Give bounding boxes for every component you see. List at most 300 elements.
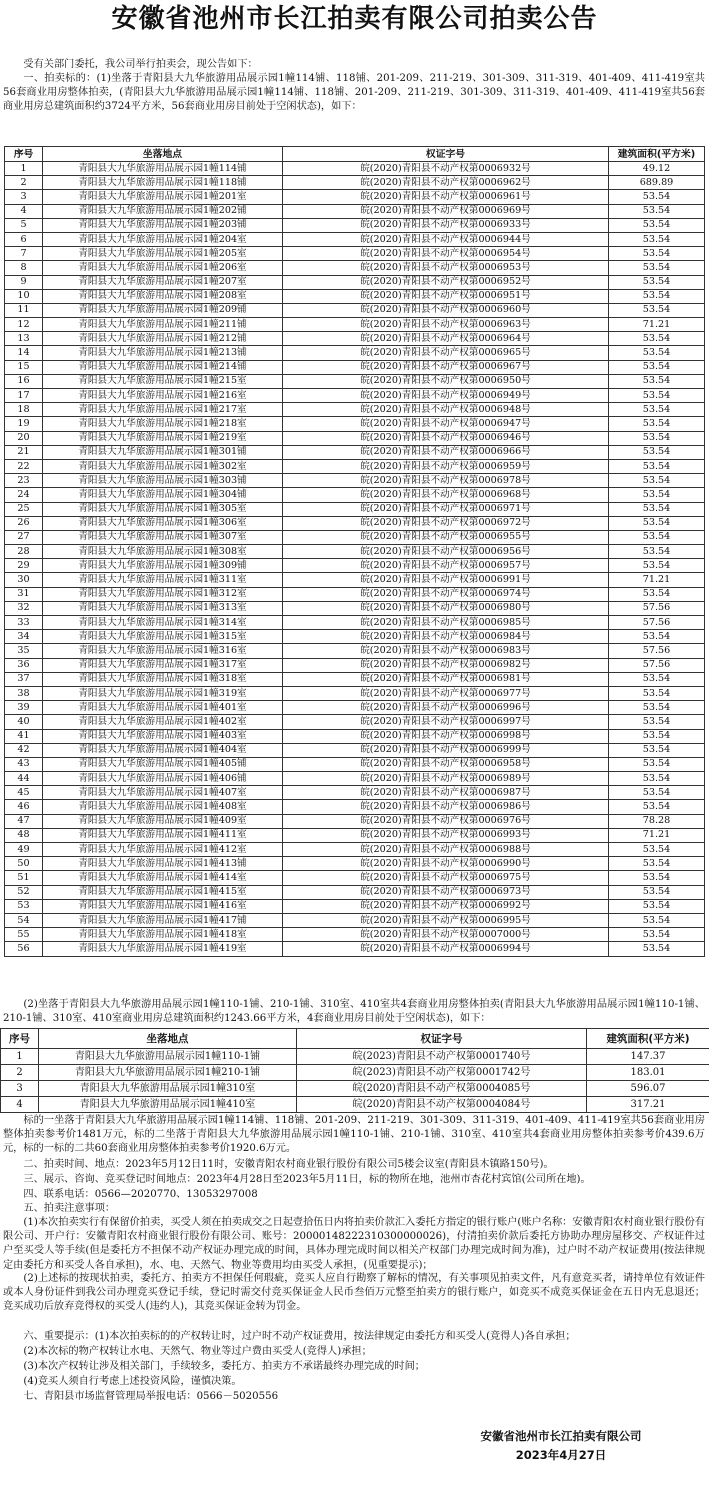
cell-location: 青阳县大九华旅游用品展示园1幢402室 bbox=[43, 715, 283, 729]
cell-area: 53.54 bbox=[609, 843, 705, 857]
cell-area: 689.89 bbox=[609, 176, 705, 190]
section-4-text: 四、联系电话：0566—2020770、13053297008 bbox=[23, 1189, 258, 1200]
cell-area: 53.54 bbox=[609, 403, 705, 417]
cell-index: 6 bbox=[5, 232, 43, 246]
cell-certificate: 皖(2020)青阳县不动产权第0006946号 bbox=[283, 431, 609, 445]
table-row bbox=[5, 431, 705, 445]
cell-index: 56 bbox=[5, 942, 43, 956]
cell-area: 53.54 bbox=[609, 857, 705, 871]
table-row bbox=[5, 176, 705, 190]
cell-certificate: 皖(2020)青阳县不动产权第0006944号 bbox=[283, 232, 609, 246]
cell-certificate: 皖(2020)青阳县不动产权第0004085号 bbox=[297, 1081, 587, 1097]
section-1b-text: (2)坐落于青阳县大九华旅游用品展示园1幢110-1铺、210-1铺、310室、410室共4套商业用房整体拍卖(青阳县大九华旅游用品展示园1幢110-1铺、210-1铺、310室、410室商业用房总建筑面积约1243.66平方米，4套商业用房目前处于空闲状态)，如下： bbox=[3, 999, 705, 1025]
cell-area: 49.12 bbox=[609, 162, 705, 176]
header-index: 序号 bbox=[1, 1029, 39, 1049]
table-row bbox=[5, 403, 705, 417]
cell-certificate: 皖(2020)青阳县不动产权第0006990号 bbox=[283, 857, 609, 871]
cell-index: 18 bbox=[5, 403, 43, 417]
cell-location: 青阳县大九华旅游用品展示园1幢303铺 bbox=[43, 474, 283, 488]
cell-index: 44 bbox=[5, 772, 43, 786]
cell-index: 51 bbox=[5, 871, 43, 885]
cell-index: 5 bbox=[5, 218, 43, 232]
cell-area: 78.28 bbox=[609, 814, 705, 828]
cell-index: 3 bbox=[1, 1081, 39, 1097]
cell-location: 青阳县大九华旅游用品展示园1幢210-1铺 bbox=[39, 1065, 297, 1081]
cell-certificate: 皖(2020)青阳县不动产权第0006988号 bbox=[283, 843, 609, 857]
cell-certificate: 皖(2020)青阳县不动产权第0006980号 bbox=[283, 601, 609, 615]
lot-2-table-body bbox=[1, 1049, 709, 1113]
cell-certificate: 皖(2020)青阳县不动产权第0006948号 bbox=[283, 403, 609, 417]
cell-certificate: 皖(2020)青阳县不动产权第0006971号 bbox=[283, 502, 609, 516]
table-row bbox=[5, 374, 705, 388]
table-row bbox=[5, 857, 705, 871]
cell-index: 29 bbox=[5, 559, 43, 573]
cell-certificate: 皖(2020)青阳县不动产权第0006996号 bbox=[283, 701, 609, 715]
cell-location: 青阳县大九华旅游用品展示园1幢309铺 bbox=[43, 559, 283, 573]
cell-certificate: 皖(2020)青阳县不动产权第0006989号 bbox=[283, 772, 609, 786]
cell-location: 青阳县大九华旅游用品展示园1幢213铺 bbox=[43, 346, 283, 360]
cell-index: 39 bbox=[5, 701, 43, 715]
cell-certificate: 皖(2020)青阳县不动产权第0004084号 bbox=[297, 1097, 587, 1113]
cell-area: 57.56 bbox=[609, 644, 705, 658]
cell-index: 2 bbox=[5, 176, 43, 190]
cell-location: 青阳县大九华旅游用品展示园1幢212铺 bbox=[43, 332, 283, 346]
cell-location: 青阳县大九华旅游用品展示园1幢411室 bbox=[43, 828, 283, 842]
table-row bbox=[5, 743, 705, 757]
cell-location: 青阳县大九华旅游用品展示园1幢306室 bbox=[43, 516, 283, 530]
section-6-item-2: (2)本次标的物产权转让水电、天然气、物业等过户费由买受人(竞得人)承担； bbox=[23, 1346, 372, 1357]
cell-area: 53.54 bbox=[609, 786, 705, 800]
table-row bbox=[5, 772, 705, 786]
cell-area: 53.54 bbox=[609, 374, 705, 388]
cell-index: 53 bbox=[5, 899, 43, 913]
cell-location: 青阳县大九华旅游用品展示园1幢305室 bbox=[43, 502, 283, 516]
cell-certificate: 皖(2020)青阳县不动产权第0006961号 bbox=[283, 190, 609, 204]
cell-certificate: 皖(2020)青阳县不动产权第0006958号 bbox=[283, 757, 609, 771]
table-row bbox=[5, 828, 705, 842]
cell-certificate: 皖(2020)青阳县不动产权第0006932号 bbox=[283, 162, 609, 176]
table-row bbox=[5, 303, 705, 317]
cell-certificate: 皖(2020)青阳县不动产权第0006978号 bbox=[283, 474, 609, 488]
intro-text: 受有关部门委托，我公司举行拍卖会，现公告如下： bbox=[23, 59, 258, 70]
cell-location: 青阳县大九华旅游用品展示园1幢307室 bbox=[43, 530, 283, 544]
cell-index: 37 bbox=[5, 672, 43, 686]
cell-area: 53.54 bbox=[609, 431, 705, 445]
cell-certificate: 皖(2020)青阳县不动产权第0006963号 bbox=[283, 318, 609, 332]
cell-certificate: 皖(2020)青阳县不动产权第0006984号 bbox=[283, 630, 609, 644]
table-row bbox=[5, 488, 705, 502]
cell-index: 50 bbox=[5, 857, 43, 871]
cell-certificate: 皖(2020)青阳县不动产权第0006977号 bbox=[283, 686, 609, 700]
table-row bbox=[5, 573, 705, 587]
cell-index: 12 bbox=[5, 318, 43, 332]
cell-certificate: 皖(2020)青阳县不动产权第0006998号 bbox=[283, 729, 609, 743]
table-row bbox=[1, 1097, 709, 1113]
table-row bbox=[5, 332, 705, 346]
cell-certificate: 皖(2020)青阳县不动产权第0006959号 bbox=[283, 459, 609, 473]
table-row bbox=[5, 530, 705, 544]
cell-area: 53.54 bbox=[609, 459, 705, 473]
cell-certificate: 皖(2020)青阳县不动产权第0006982号 bbox=[283, 658, 609, 672]
cell-index: 48 bbox=[5, 828, 43, 842]
section-6-item-4: (4)竞买人须自行考虑上述投资风险，谨慎决策。 bbox=[23, 1376, 242, 1387]
section-2-text: 二、拍卖时间、地点：2023年5月12日11时，安徽青阳农村商业银行股份有限公司5楼会议室(青阳县木镇路150号)。 bbox=[23, 1159, 554, 1170]
lot-2-table bbox=[0, 1028, 709, 1113]
cell-location: 青阳县大九华旅游用品展示园1幢414室 bbox=[43, 871, 283, 885]
table-row bbox=[5, 218, 705, 232]
table-row bbox=[5, 545, 705, 559]
cell-location: 青阳县大九华旅游用品展示园1幢204室 bbox=[43, 232, 283, 246]
table-row bbox=[5, 899, 705, 913]
cell-index: 23 bbox=[5, 474, 43, 488]
cell-index: 4 bbox=[1, 1097, 39, 1113]
cell-certificate: 皖(2020)青阳县不动产权第0006949号 bbox=[283, 389, 609, 403]
cell-certificate: 皖(2023)青阳县不动产权第0001742号 bbox=[297, 1065, 587, 1081]
cell-area: 53.54 bbox=[609, 445, 705, 459]
cell-index: 45 bbox=[5, 786, 43, 800]
table-row bbox=[5, 928, 705, 942]
cell-index: 10 bbox=[5, 289, 43, 303]
cell-certificate: 皖(2020)青阳县不动产权第0006981号 bbox=[283, 672, 609, 686]
cell-index: 11 bbox=[5, 303, 43, 317]
cell-area: 147.37 bbox=[587, 1049, 709, 1065]
cell-certificate: 皖(2020)青阳县不动产权第0006933号 bbox=[283, 218, 609, 232]
cell-index: 15 bbox=[5, 360, 43, 374]
cell-certificate: 皖(2020)青阳县不动产权第0006955号 bbox=[283, 530, 609, 544]
cell-area: 57.56 bbox=[609, 658, 705, 672]
signature-company: 安徽省池州市长江拍卖有限公司 bbox=[480, 1429, 642, 1443]
table-row bbox=[5, 672, 705, 686]
cell-area: 53.54 bbox=[609, 190, 705, 204]
cell-location: 青阳县大九华旅游用品展示园1幢403室 bbox=[43, 729, 283, 743]
section-7-text: 七、青阳县市场监督管理局举报电话：0566－5020556 bbox=[23, 1391, 279, 1402]
cell-area: 53.54 bbox=[609, 701, 705, 715]
lot-1-table-body bbox=[5, 162, 705, 957]
cell-index: 47 bbox=[5, 814, 43, 828]
lot-1-table bbox=[4, 146, 705, 957]
cell-location: 青阳县大九华旅游用品展示园1幢405铺 bbox=[43, 757, 283, 771]
table-row bbox=[5, 247, 705, 261]
section-6-item-3: (3)本次产权转让涉及相关部门，手续较多，委托方、拍卖方不承诺最终办理完成的时间； bbox=[23, 1361, 425, 1372]
cell-area: 53.54 bbox=[609, 275, 705, 289]
cell-location: 青阳县大九华旅游用品展示园1幢304铺 bbox=[43, 488, 283, 502]
cell-index: 2 bbox=[1, 1065, 39, 1081]
cell-location: 青阳县大九华旅游用品展示园1幢302室 bbox=[43, 459, 283, 473]
cell-location: 青阳县大九华旅游用品展示园1幢419室 bbox=[43, 942, 283, 956]
cell-index: 30 bbox=[5, 573, 43, 587]
cell-area: 53.54 bbox=[609, 289, 705, 303]
cell-certificate: 皖(2020)青阳县不动产权第0006991号 bbox=[283, 573, 609, 587]
cell-index: 8 bbox=[5, 261, 43, 275]
table-row bbox=[5, 459, 705, 473]
cell-certificate: 皖(2020)青阳县不动产权第0006976号 bbox=[283, 814, 609, 828]
cell-area: 53.54 bbox=[609, 928, 705, 942]
cell-location: 青阳县大九华旅游用品展示园1幢217室 bbox=[43, 403, 283, 417]
cell-area: 53.54 bbox=[609, 247, 705, 261]
table-row bbox=[5, 616, 705, 630]
cell-certificate: 皖(2020)青阳县不动产权第0006965号 bbox=[283, 346, 609, 360]
cell-location: 青阳县大九华旅游用品展示园1幢319室 bbox=[43, 686, 283, 700]
table-row bbox=[5, 786, 705, 800]
cell-certificate: 皖(2020)青阳县不动产权第0006993号 bbox=[283, 828, 609, 842]
cell-index: 36 bbox=[5, 658, 43, 672]
table-row bbox=[5, 261, 705, 275]
header-area: 建筑面积(平方米) bbox=[609, 147, 705, 162]
cell-area: 53.54 bbox=[609, 218, 705, 232]
cell-certificate: 皖(2020)青阳县不动产权第0006999号 bbox=[283, 743, 609, 757]
cell-index: 3 bbox=[5, 190, 43, 204]
cell-location: 青阳县大九华旅游用品展示园1幢415室 bbox=[43, 885, 283, 899]
table-row bbox=[5, 814, 705, 828]
cell-area: 71.21 bbox=[609, 573, 705, 587]
cell-location: 青阳县大九华旅游用品展示园1幢301铺 bbox=[43, 445, 283, 459]
cell-area: 53.54 bbox=[609, 516, 705, 530]
section-3-text: 三、展示、咨询、竞买登记时间地点：2023年4月28日至2023年5月11日，标的物所在地，池州市杏花村宾馆(公司所在地)。 bbox=[23, 1174, 591, 1185]
cell-area: 53.54 bbox=[609, 488, 705, 502]
table-row bbox=[5, 346, 705, 360]
cell-location: 青阳县大九华旅游用品展示园1幢201室 bbox=[43, 190, 283, 204]
cell-index: 22 bbox=[5, 459, 43, 473]
cell-certificate: 皖(2020)青阳县不动产权第0006967号 bbox=[283, 360, 609, 374]
cell-area: 53.54 bbox=[609, 587, 705, 601]
cell-index: 42 bbox=[5, 743, 43, 757]
cell-location: 青阳县大九华旅游用品展示园1幢315室 bbox=[43, 630, 283, 644]
cell-area: 53.54 bbox=[609, 772, 705, 786]
cell-area: 53.54 bbox=[609, 346, 705, 360]
cell-location: 青阳县大九华旅游用品展示园1幢209铺 bbox=[43, 303, 283, 317]
cell-certificate: 皖(2020)青阳县不动产权第0006997号 bbox=[283, 715, 609, 729]
section-1-text: 一、拍卖标的：(1)坐落于青阳县大九华旅游用品展示园1幢114铺、118铺、201-209、211-219、301-309、311-319、401-409、411-419室共56套商业用房整体拍卖，(青阳县大九华旅游用品展示园1幢114铺、118铺、201-209、211-219、301-309、311-319、401-409、411-419室共56套商业用房总建筑面积约3724平方米，56套商业用房目前处于空闲状态)，如下： bbox=[3, 73, 705, 113]
table-row bbox=[5, 417, 705, 431]
cell-index: 32 bbox=[5, 601, 43, 615]
table-row bbox=[1, 1065, 709, 1081]
cell-index: 35 bbox=[5, 644, 43, 658]
cell-location: 青阳县大九华旅游用品展示园1幢206室 bbox=[43, 261, 283, 275]
table-row bbox=[5, 658, 705, 672]
table-row bbox=[5, 162, 705, 176]
cell-area: 53.54 bbox=[609, 757, 705, 771]
cell-location: 青阳县大九华旅游用品展示园1幢110-1铺 bbox=[39, 1049, 297, 1065]
cell-certificate: 皖(2020)青阳县不动产权第0006964号 bbox=[283, 332, 609, 346]
cell-certificate: 皖(2020)青阳县不动产权第0006951号 bbox=[283, 289, 609, 303]
cell-index: 33 bbox=[5, 616, 43, 630]
cell-area: 53.54 bbox=[609, 530, 705, 544]
reference-price-text: 标的一坐落于青阳县大九华旅游用品展示园1幢114铺、118铺、201-209、211-219、301-309、311-319、401-409、411-419室共56套商业用房整体拍卖参考价1481万元，标的二坐落于青阳县大九华旅游用品展示园1幢110-1铺、210-1铺、310室、410室共4套商业用房整体拍卖参考价439.6万元，标的一标的二共60套商业用房整体拍卖参考价1920.6万元。 bbox=[3, 1115, 705, 1155]
section-6-text: 六、重要提示：(1)本次拍卖标的的产权转让时，过户时不动产权证费用，按法律规定由委托方和买受人(竞得人)各自承担； bbox=[23, 1331, 576, 1342]
header-certificate: 权证字号 bbox=[297, 1029, 587, 1049]
table-row bbox=[5, 757, 705, 771]
table-row bbox=[5, 516, 705, 530]
cell-location: 青阳县大九华旅游用品展示园1幢408室 bbox=[43, 800, 283, 814]
cell-certificate: 皖(2020)青阳县不动产权第0007000号 bbox=[283, 928, 609, 942]
cell-location: 青阳县大九华旅游用品展示园1幢118铺 bbox=[43, 176, 283, 190]
cell-certificate: 皖(2020)青阳县不动产权第0006968号 bbox=[283, 488, 609, 502]
cell-location: 青阳县大九华旅游用品展示园1幢218室 bbox=[43, 417, 283, 431]
cell-index: 27 bbox=[5, 530, 43, 544]
cell-index: 26 bbox=[5, 516, 43, 530]
section-5-title: 五、拍卖注意事项： bbox=[23, 1203, 116, 1214]
cell-location: 青阳县大九华旅游用品展示园1幢401室 bbox=[43, 701, 283, 715]
cell-certificate: 皖(2020)青阳县不动产权第0006975号 bbox=[283, 871, 609, 885]
table-row bbox=[5, 204, 705, 218]
table-row bbox=[5, 587, 705, 601]
cell-certificate: 皖(2020)青阳县不动产权第0006953号 bbox=[283, 261, 609, 275]
cell-index: 24 bbox=[5, 488, 43, 502]
cell-index: 54 bbox=[5, 913, 43, 927]
cell-location: 青阳县大九华旅游用品展示园1幢203铺 bbox=[43, 218, 283, 232]
cell-location: 青阳县大九华旅游用品展示园1幢404室 bbox=[43, 743, 283, 757]
cell-location: 青阳县大九华旅游用品展示园1幢311室 bbox=[43, 573, 283, 587]
cell-area: 53.54 bbox=[609, 885, 705, 899]
cell-certificate: 皖(2020)青阳县不动产权第0006966号 bbox=[283, 445, 609, 459]
cell-index: 1 bbox=[5, 162, 43, 176]
signature-date: 2023年4月27日 bbox=[515, 1448, 607, 1462]
cell-location: 青阳县大九华旅游用品展示园1幢114铺 bbox=[43, 162, 283, 176]
cell-area: 53.54 bbox=[609, 800, 705, 814]
cell-location: 青阳县大九华旅游用品展示园1幢417铺 bbox=[43, 913, 283, 927]
cell-location: 青阳县大九华旅游用品展示园1幢219室 bbox=[43, 431, 283, 445]
table-row bbox=[5, 644, 705, 658]
cell-location: 青阳县大九华旅游用品展示园1幢407室 bbox=[43, 786, 283, 800]
cell-certificate: 皖(2020)青阳县不动产权第0006962号 bbox=[283, 176, 609, 190]
cell-certificate: 皖(2020)青阳县不动产权第0006995号 bbox=[283, 913, 609, 927]
cell-location: 青阳县大九华旅游用品展示园1幢313室 bbox=[43, 601, 283, 615]
cell-certificate: 皖(2020)青阳县不动产权第0006972号 bbox=[283, 516, 609, 530]
table-row bbox=[5, 800, 705, 814]
cell-location: 青阳县大九华旅游用品展示园1幢317室 bbox=[43, 658, 283, 672]
cell-index: 17 bbox=[5, 389, 43, 403]
table-header-row bbox=[1, 1029, 709, 1049]
cell-location: 青阳县大九华旅游用品展示园1幢211铺 bbox=[43, 318, 283, 332]
cell-index: 46 bbox=[5, 800, 43, 814]
cell-index: 13 bbox=[5, 332, 43, 346]
cell-index: 49 bbox=[5, 843, 43, 857]
cell-area: 53.54 bbox=[609, 899, 705, 913]
cell-area: 53.54 bbox=[609, 360, 705, 374]
notice-title: 安徽省池州市长江拍卖有限公司拍卖公告 bbox=[111, 4, 598, 34]
cell-area: 53.54 bbox=[609, 232, 705, 246]
cell-index: 16 bbox=[5, 374, 43, 388]
table-row bbox=[1, 1081, 709, 1097]
cell-certificate: 皖(2020)青阳县不动产权第0006950号 bbox=[283, 374, 609, 388]
cell-area: 53.54 bbox=[609, 871, 705, 885]
table-row bbox=[5, 232, 705, 246]
table-row bbox=[5, 360, 705, 374]
table-row bbox=[5, 318, 705, 332]
cell-index: 52 bbox=[5, 885, 43, 899]
cell-area: 71.21 bbox=[609, 828, 705, 842]
cell-index: 21 bbox=[5, 445, 43, 459]
cell-certificate: 皖(2020)青阳县不动产权第0006969号 bbox=[283, 204, 609, 218]
cell-certificate: 皖(2020)青阳县不动产权第0006957号 bbox=[283, 559, 609, 573]
cell-area: 53.54 bbox=[609, 204, 705, 218]
header-location: 坐落地点 bbox=[43, 147, 283, 162]
cell-location: 青阳县大九华旅游用品展示园1幢207室 bbox=[43, 275, 283, 289]
header-location: 坐落地点 bbox=[39, 1029, 297, 1049]
cell-index: 43 bbox=[5, 757, 43, 771]
cell-index: 1 bbox=[1, 1049, 39, 1065]
table-row bbox=[5, 445, 705, 459]
cell-area: 53.54 bbox=[609, 559, 705, 573]
cell-area: 53.54 bbox=[609, 332, 705, 346]
header-index: 序号 bbox=[5, 147, 43, 162]
cell-index: 4 bbox=[5, 204, 43, 218]
table-row bbox=[5, 701, 705, 715]
cell-area: 53.54 bbox=[609, 417, 705, 431]
table-row bbox=[5, 502, 705, 516]
cell-index: 25 bbox=[5, 502, 43, 516]
cell-area: 53.54 bbox=[609, 913, 705, 927]
cell-index: 34 bbox=[5, 630, 43, 644]
table-row bbox=[5, 913, 705, 927]
cell-certificate: 皖(2020)青阳县不动产权第0006947号 bbox=[283, 417, 609, 431]
cell-certificate: 皖(2020)青阳县不动产权第0006960号 bbox=[283, 303, 609, 317]
table-row bbox=[5, 289, 705, 303]
cell-area: 53.54 bbox=[609, 474, 705, 488]
table-row bbox=[1, 1049, 709, 1065]
cell-area: 53.54 bbox=[609, 303, 705, 317]
cell-certificate: 皖(2020)青阳县不动产权第0006992号 bbox=[283, 899, 609, 913]
cell-area: 57.56 bbox=[609, 601, 705, 615]
table-row bbox=[5, 601, 705, 615]
cell-certificate: 皖(2020)青阳县不动产权第0006994号 bbox=[283, 942, 609, 956]
cell-index: 40 bbox=[5, 715, 43, 729]
cell-area: 53.54 bbox=[609, 743, 705, 757]
cell-index: 9 bbox=[5, 275, 43, 289]
cell-area: 53.54 bbox=[609, 729, 705, 743]
cell-location: 青阳县大九华旅游用品展示园1幢314室 bbox=[43, 616, 283, 630]
cell-location: 青阳县大九华旅游用品展示园1幢316室 bbox=[43, 644, 283, 658]
table-row bbox=[5, 275, 705, 289]
cell-area: 53.54 bbox=[609, 672, 705, 686]
table-row bbox=[5, 190, 705, 204]
cell-location: 青阳县大九华旅游用品展示园1幢214铺 bbox=[43, 360, 283, 374]
cell-area: 53.54 bbox=[609, 261, 705, 275]
cell-index: 31 bbox=[5, 587, 43, 601]
cell-area: 183.01 bbox=[587, 1065, 709, 1081]
cell-certificate: 皖(2020)青阳县不动产权第0006986号 bbox=[283, 800, 609, 814]
cell-certificate: 皖(2020)青阳县不动产权第0006983号 bbox=[283, 644, 609, 658]
cell-certificate: 皖(2020)青阳县不动产权第0006956号 bbox=[283, 545, 609, 559]
cell-index: 41 bbox=[5, 729, 43, 743]
cell-location: 青阳县大九华旅游用品展示园1幢216室 bbox=[43, 389, 283, 403]
cell-location: 青阳县大九华旅游用品展示园1幢409室 bbox=[43, 814, 283, 828]
cell-area: 53.54 bbox=[609, 686, 705, 700]
cell-index: 55 bbox=[5, 928, 43, 942]
cell-area: 53.54 bbox=[609, 502, 705, 516]
cell-area: 596.07 bbox=[587, 1081, 709, 1097]
table-row bbox=[5, 715, 705, 729]
table-row bbox=[5, 885, 705, 899]
cell-index: 14 bbox=[5, 346, 43, 360]
cell-certificate: 皖(2020)青阳县不动产权第0006973号 bbox=[283, 885, 609, 899]
cell-index: 28 bbox=[5, 545, 43, 559]
header-certificate: 权证字号 bbox=[283, 147, 609, 162]
cell-area: 57.56 bbox=[609, 616, 705, 630]
cell-index: 38 bbox=[5, 686, 43, 700]
cell-location: 青阳县大九华旅游用品展示园1幢406铺 bbox=[43, 772, 283, 786]
cell-certificate: 皖(2020)青阳县不动产权第0006954号 bbox=[283, 247, 609, 261]
cell-location: 青阳县大九华旅游用品展示园1幢202铺 bbox=[43, 204, 283, 218]
table-row bbox=[5, 843, 705, 857]
table-header-row bbox=[5, 147, 705, 162]
table-row bbox=[5, 630, 705, 644]
cell-location: 青阳县大九华旅游用品展示园1幢318室 bbox=[43, 672, 283, 686]
cell-certificate: 皖(2020)青阳县不动产权第0006952号 bbox=[283, 275, 609, 289]
cell-location: 青阳县大九华旅游用品展示园1幢310室 bbox=[39, 1081, 297, 1097]
cell-index: 19 bbox=[5, 417, 43, 431]
table-row bbox=[5, 686, 705, 700]
